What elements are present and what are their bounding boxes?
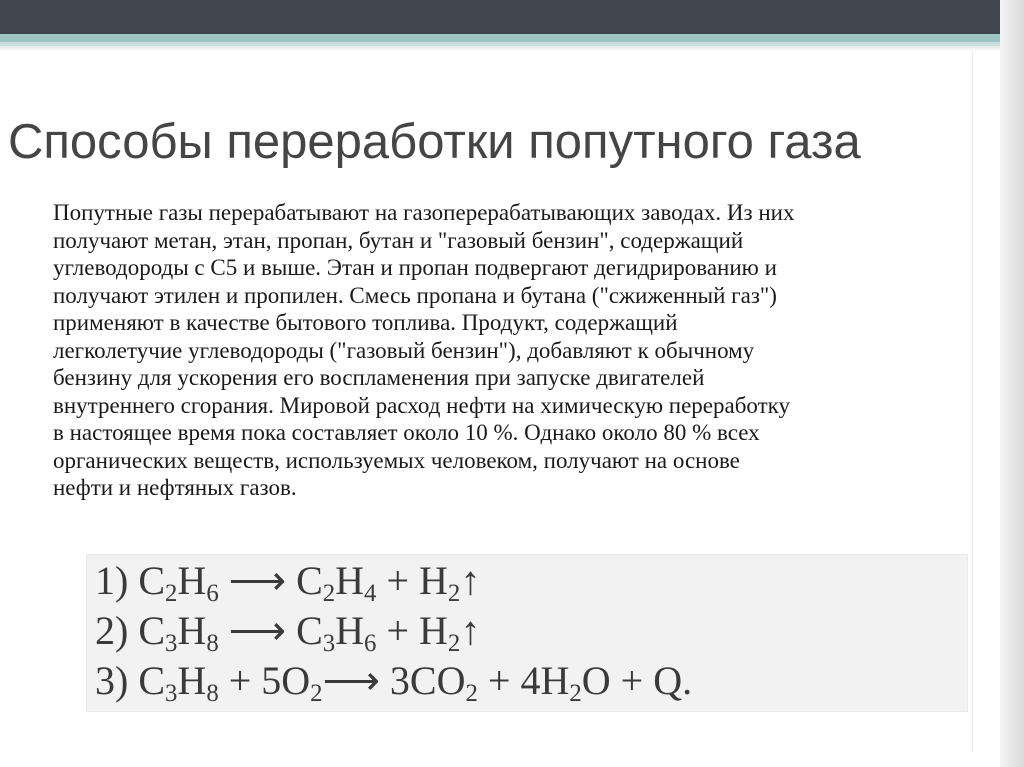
equation-number: 1) xyxy=(95,558,129,603)
formula-subscript: 2 xyxy=(165,579,178,607)
formula-part: 3CO xyxy=(389,658,466,703)
equation-number: 3) xyxy=(95,658,129,703)
plus-sign: + xyxy=(376,558,420,603)
equations-panel xyxy=(86,554,968,712)
reaction-arrow: ⟶ xyxy=(322,658,390,703)
formula-subscript: 2 xyxy=(447,629,461,657)
formula-part: H xyxy=(335,608,365,653)
formula-subscript: 2 xyxy=(322,579,336,607)
formula-subscript: 4 xyxy=(364,579,377,607)
plus-sign: + xyxy=(376,608,420,653)
equation-1 xyxy=(95,558,481,607)
formula-part: C xyxy=(296,558,323,603)
gas-arrow-icon: ↑ xyxy=(460,558,481,603)
formula-part: 5O xyxy=(261,658,311,703)
slide-title: Способы переработки попутного газа xyxy=(8,115,861,169)
equation-2 xyxy=(95,608,481,657)
formula-subscript: 2 xyxy=(465,679,478,707)
reaction-arrow: ⟶ xyxy=(218,558,297,603)
formula-subscript: 3 xyxy=(165,679,178,707)
formula-subscript: 2 xyxy=(310,679,323,707)
formula-part: H xyxy=(419,608,448,653)
formula-part: C xyxy=(138,608,166,653)
formula-subscript: 3 xyxy=(322,629,336,657)
formula-part: O + Q. xyxy=(581,658,693,703)
formula-part: C xyxy=(138,658,166,703)
formula-part: C xyxy=(138,558,166,603)
header-shadow xyxy=(0,46,1000,52)
formula-part: C xyxy=(296,608,323,653)
formula-part: H xyxy=(177,608,207,653)
formula-subscript: 2 xyxy=(569,679,582,707)
formula-subscript: 8 xyxy=(206,679,219,707)
equation-3 xyxy=(95,658,693,707)
reaction-arrow: ⟶ xyxy=(218,608,297,653)
header-bar xyxy=(0,0,1000,34)
formula-part: H xyxy=(419,558,448,603)
formula-subscript: 2 xyxy=(447,579,461,607)
plus-sign: + xyxy=(477,658,521,703)
formula-part: H xyxy=(335,558,365,603)
equation-number: 2) xyxy=(95,608,129,653)
slide-body-text: Попутные газы перерабатывают на газоперерабатывающих заводах. Из них получают метан, этан, пропан, бутан и "газовый бензин", содержащий углеводороды с С5 и выше. Этан и пропан подвергают дегидрированию и получают этилен и пропилен. Смесь пропана и бутана ("сжиженный газ") применяют в качестве бытового топлива. Продукт, содержащий легколетучие углеводороды ("газовый бензин"), добавляют к обычному бензину для ускорения его воспламенения при запуске двигателей внутреннего сгорания. Мировой расход нефти на химическую переработку в настоящее время пока составляет около 10 %. Однако около 80 % всех органических веществ, используемых человеком, получают на основе нефти и нефтяных газов. xyxy=(53,200,795,500)
formula-subscript: 6 xyxy=(206,579,219,607)
formula-subscript: 8 xyxy=(206,629,219,657)
formula-part: H xyxy=(177,658,207,703)
formula-part: H xyxy=(177,558,207,603)
gas-arrow-icon: ↑ xyxy=(460,608,481,653)
formula-subscript: 3 xyxy=(165,629,178,657)
accent-stripe xyxy=(0,34,1000,42)
formula-part: 4H xyxy=(520,658,570,703)
formula-subscript: 6 xyxy=(364,629,377,657)
plus-sign: + xyxy=(218,658,262,703)
